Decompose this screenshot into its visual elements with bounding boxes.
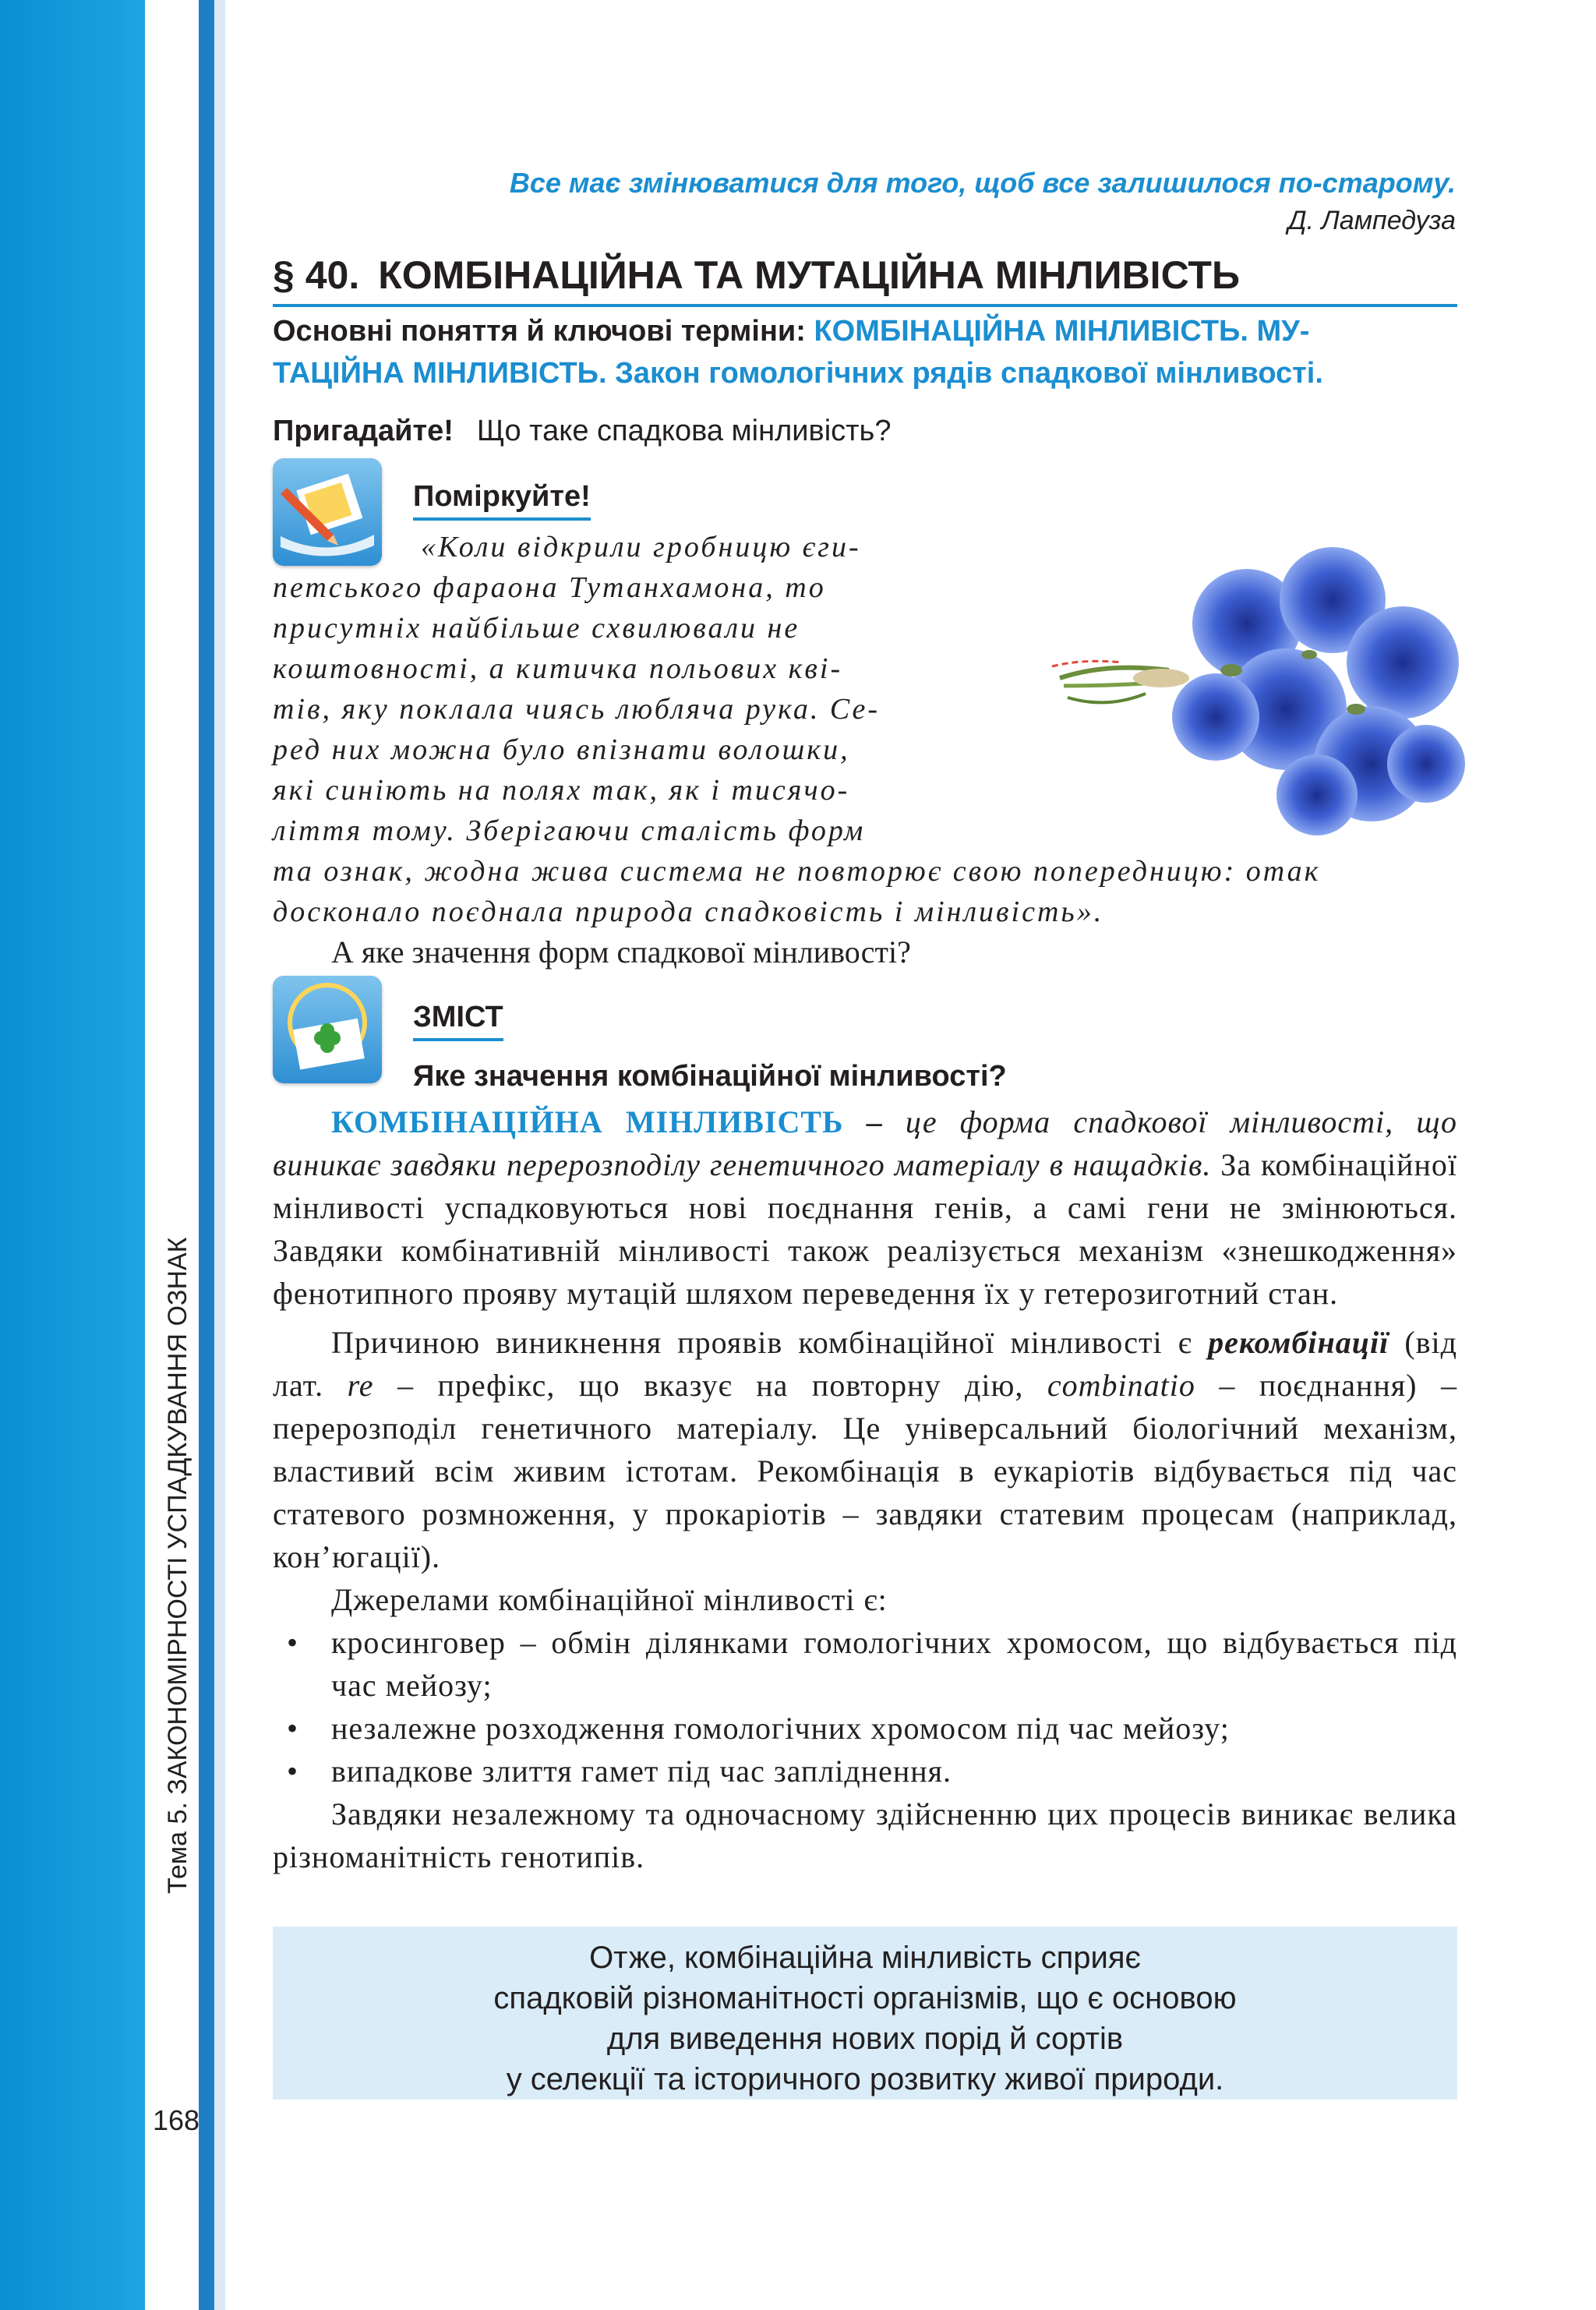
epigraph [510, 164, 1456, 238]
quote-line: «Коли відкрили гробницю єги- [421, 531, 861, 563]
quote-line: досконало поєднала природа спадковість і мінливість». [273, 895, 1104, 928]
conclusion-line: у селекції та історичного розвитку живої природи. [506, 2062, 1224, 2096]
side-band-edge [199, 0, 214, 2310]
topic-running-title: Тема 5. ЗАКОНОМІРНОСТІ УСПАДКУВАННЯ ОЗНАК [163, 1237, 192, 1894]
conclusion-line: спадковій різноманітності організмів, що є основою [493, 1981, 1237, 2015]
latin-combinatio: combinatio [1047, 1368, 1195, 1403]
paragraph [273, 1321, 1457, 1578]
paragraph: Завдяки незалежному та одночасному здійсненню цих процесів виникає велика різноманітність генотипів. [273, 1796, 1457, 1874]
section-question: Яке значення комбінаційної мінливості? [413, 1060, 1007, 1093]
epigraph-author: Д. Лампедуза [1287, 206, 1456, 235]
body-text [273, 1100, 1457, 1878]
section-title: КОМБІНАЦІЙНА ТА МУТАЦІЙНА МІНЛИВІСТЬ [378, 253, 1240, 297]
paragraph-text: – префікс, що вказує на повторну дію, [373, 1368, 1047, 1403]
list-item: • кросинговер – обмін ділянками гомологічних хромосом, що відбувається під час мейозу; [273, 1621, 1457, 1707]
section-heading [273, 251, 1457, 307]
paragraph [273, 1100, 1457, 1315]
key-terms-line1: КОМБІНАЦІЙНА МІНЛИВІСТЬ. МУ- [814, 315, 1310, 348]
conclusion-box [273, 1927, 1457, 2100]
key-terms [273, 310, 1457, 394]
paragraph-text: За комбінаційної мінливості успадковуються нові поєднання генів, а самі гени не змінюються. Завдяки комбінативній мінливості також реалізується механізм «знешкодження» фенотипного прояву мутацій шляхом переведення їх у гетерозиготний стан. [273, 1147, 1457, 1311]
conclusion-line: для виведення нових порід й сортів [606, 2022, 1124, 2056]
key-terms-line2: ТАЦІЙНА МІНЛИВІСТЬ. Закон гомологічних рядів спадкової мінливості. [273, 357, 1323, 390]
definition: це форма спадкової мінливості, що виникає завдяки перерозподілу генетичного матеріалу в нащадків. [273, 1104, 1458, 1182]
key-terms-lead: Основні поняття й ключові терміни: [273, 315, 806, 348]
recall-label: Пригадайте! [273, 415, 454, 447]
latin-re: re [347, 1368, 374, 1403]
paragraph: Джерелами комбінаційної мінливості є: [331, 1582, 888, 1617]
quote-line: присутніх найбільше схвилювали не [273, 612, 800, 645]
section-number: § 40. [273, 253, 360, 297]
paragraph-text: Причиною виникнення проявів комбінаційної мінливості є [331, 1325, 1209, 1360]
page-gutter [214, 0, 225, 2310]
think-question: А яке значення форм спадкової мінливості? [331, 934, 911, 970]
dash: – [843, 1104, 906, 1139]
quote-line: коштовності, а китичка польових кві- [273, 652, 843, 685]
page-number: 168 [153, 2104, 200, 2136]
term-combinational: КОМБІНАЦІЙНА МІНЛИВІСТЬ [331, 1104, 844, 1139]
recall-block [273, 410, 891, 452]
paragraph-text: – поєднання) – перерозподіл генетичного матеріалу. Це універсальний біологічний механізм, властивий всім живим істотам. Рекомбінація в еукаріотів відбувається під час статевого розмноження, у прокаріотів – завдяки статевим процесам (наприклад, кон’югації). [273, 1368, 1457, 1574]
quote-line: тів, яку поклала чиясь любляча рука. Се- [273, 693, 881, 726]
epigraph-quote: Все має змінюватися для того, щоб все залишилося по-старому. [509, 167, 1456, 199]
quote-line: які синіють на полях так, як і тисячо- [273, 774, 850, 807]
recall-question: Що таке спадкова мінливість? [476, 415, 892, 447]
quote-line: та ознак, жодна жива система не повторює свою попередницю: отак [273, 855, 1321, 888]
contents-clover-icon [273, 976, 382, 1083]
contents-label: ЗМІСТ [413, 998, 503, 1041]
quote-line: ред них можна було впізнати волошки, [273, 733, 850, 766]
list-item: • випадкове злиття гамет під час запліднення. [273, 1750, 1457, 1793]
cornflower-bouquet-image [1036, 530, 1473, 842]
conclusion-line: Отже, комбінаційна мінливість сприяє [589, 1941, 1141, 1975]
quote-line: петського фараона Тутанхамона, то [273, 571, 826, 604]
term-recombination: рекомбінації [1208, 1325, 1389, 1360]
think-label: Поміркуйте! [413, 477, 591, 521]
sources-list [273, 1621, 1457, 1793]
list-item: • незалежне розходження гомологічних хромосом під час мейозу; [273, 1707, 1457, 1750]
quote-line: ліття тому. Зберігаючи сталість форм [273, 814, 866, 847]
paragraph-text: (від лат. [273, 1325, 1458, 1403]
